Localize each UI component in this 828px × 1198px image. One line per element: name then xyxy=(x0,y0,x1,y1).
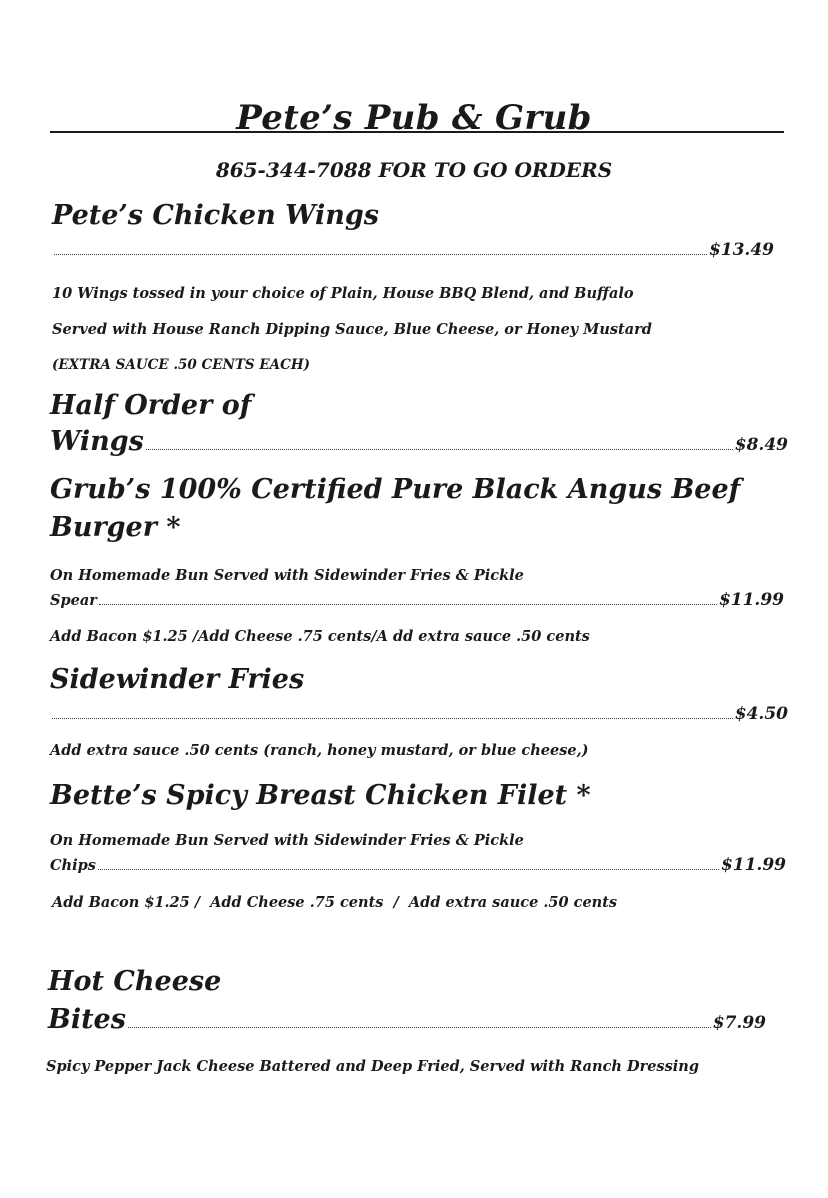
item-name-cheese-bites-2: Bites xyxy=(48,1004,126,1035)
desc-chicken-wings-1: 10 Wings tossed in your choice of Plain, House BBQ Blend, and Buffalo xyxy=(52,285,634,302)
item-name-burger-2: Burger * xyxy=(50,512,181,543)
price-row-burger xyxy=(50,590,784,610)
addons-burger: Add Bacon $1.25 /Add Cheese .75 cents/A dd extra sauce .50 cents xyxy=(50,628,590,645)
desc-chicken-filet-1: On Homemade Bun Served with Sidewinder Fries & Pickle xyxy=(50,832,524,849)
phone-line: 865-344-7088 FOR TO GO ORDERS xyxy=(215,158,613,182)
desc-chicken-wings-3: (EXTRA SAUCE .50 CENTS EACH) xyxy=(52,357,311,373)
price-fries: $4.50 xyxy=(734,704,788,724)
dot-leader xyxy=(99,603,717,605)
dot-leader xyxy=(128,1026,711,1028)
desc-fries: Add extra sauce .50 cents (ranch, honey mustard, or blue cheese,) xyxy=(50,742,589,759)
price-row-chicken-wings xyxy=(52,240,774,260)
price-row-half-wings xyxy=(50,426,788,457)
price-burger: $11.99 xyxy=(718,590,784,610)
item-name-half-wings-1: Half Order of xyxy=(50,390,252,421)
dot-leader xyxy=(98,868,719,870)
item-name-chicken-filet: Bette’s Spicy Breast Chicken Filet * xyxy=(50,780,591,811)
price-chicken-filet: $11.99 xyxy=(720,855,786,875)
desc-chicken-wings-2: Served with House Ranch Dipping Sauce, Blue Cheese, or Honey Mustard xyxy=(52,321,652,338)
menu-title: Pete’s Pub & Grub xyxy=(236,98,592,138)
desc-cheese-bites: Spicy Pepper Jack Cheese Battered and Deep Fried, Served with Ranch Dressing xyxy=(46,1058,699,1075)
item-name-chicken-wings: Pete’s Chicken Wings xyxy=(52,200,379,231)
price-cheese-bites: $7.99 xyxy=(712,1013,766,1033)
price-chicken-wings: $13.49 xyxy=(708,240,774,260)
item-name-burger-1: Grub’s 100% Certified Pure Black Angus Beef xyxy=(50,474,741,505)
desc-burger-1: On Homemade Bun Served with Sidewinder Fries & Pickle xyxy=(50,567,524,584)
price-row-fries xyxy=(50,704,788,724)
item-name-cheese-bites-1: Hot Cheese xyxy=(48,966,222,997)
title-underline xyxy=(50,131,784,133)
item-name-fries: Sidewinder Fries xyxy=(50,664,305,695)
dot-leader xyxy=(146,448,733,450)
addons-chicken-filet: Add Bacon $1.25 / Add Cheese .75 cents / Add extra sauce .50 cents xyxy=(52,894,618,911)
item-name-half-wings-2: Wings xyxy=(50,426,144,457)
price-half-wings: $8.49 xyxy=(734,435,788,455)
desc-chicken-filet-2: Chips xyxy=(50,857,96,874)
price-row-cheese-bites xyxy=(48,1004,766,1035)
price-row-chicken-filet xyxy=(50,855,786,875)
desc-burger-2: Spear xyxy=(50,592,97,609)
dot-leader xyxy=(52,717,733,719)
dot-leader xyxy=(54,253,707,255)
